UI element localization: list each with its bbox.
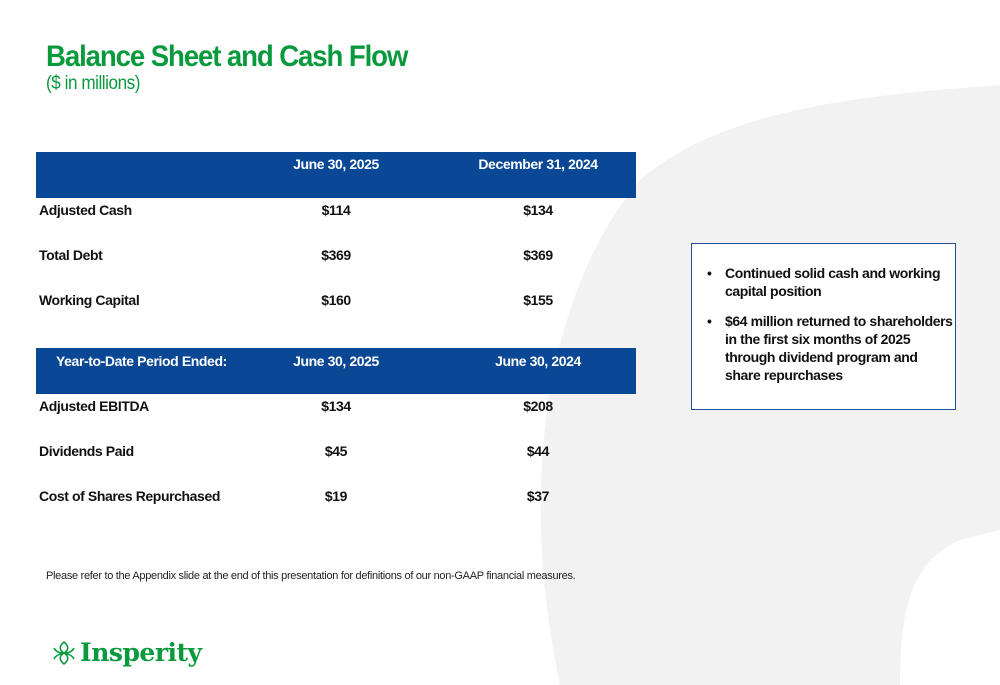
row-value: $160 [321, 292, 351, 308]
bullet-icon: • [707, 313, 712, 329]
balance-sheet-table [36, 152, 636, 333]
table-row [36, 198, 636, 243]
row-value: $208 [523, 398, 553, 414]
company-logo [52, 638, 202, 667]
page-title: Balance Sheet and Cash Flow [46, 40, 408, 73]
row-value: $44 [526, 443, 550, 459]
row-label: Working Capital [39, 292, 140, 308]
row-value: $134 [321, 398, 351, 414]
row-label: Adjusted EBITDA [39, 398, 149, 414]
row-label: Dividends Paid [39, 443, 134, 459]
header-cell: Year-to-Date Period Ended: [56, 353, 227, 369]
table-row [36, 243, 636, 288]
table-row [36, 288, 636, 333]
table-row [36, 484, 636, 529]
row-label: Adjusted Cash [39, 202, 132, 218]
highlight-item: • Continued solid cash and working capital position [707, 265, 941, 299]
row-value: $19 [324, 488, 348, 504]
highlights-box [691, 243, 956, 410]
row-label: Cost of Shares Repurchased [39, 488, 220, 504]
insperity-leaf-icon [52, 640, 76, 666]
table-row [36, 394, 636, 439]
page-subtitle: ($ in millions) [46, 73, 140, 94]
bullet-icon: • [707, 265, 712, 281]
cash-flow-table [36, 348, 636, 529]
row-value: $45 [324, 443, 348, 459]
table-row [36, 439, 636, 484]
footnote: Please refer to the Appendix slide at the end of this presentation for definitions of our non-GAAP financial measures. [46, 570, 576, 582]
row-value: $37 [526, 488, 550, 504]
header-cell: June 30, 2025 [293, 353, 379, 369]
logo-wordmark: Insperity [80, 638, 202, 667]
header-cell: June 30, 2024 [495, 353, 581, 369]
row-value: $134 [523, 202, 553, 218]
balance-sheet-header [36, 152, 636, 198]
row-value: $114 [321, 202, 351, 218]
header-cell: December 31, 2024 [478, 156, 598, 172]
row-value: $369 [523, 247, 553, 263]
header-cell: June 30, 2025 [293, 156, 379, 172]
cash-flow-header [36, 348, 636, 394]
highlight-item: • $64 million returned to shareholders in the first six months of 2025 through dividend program and share repurchases [707, 313, 953, 383]
row-value: $155 [523, 292, 553, 308]
row-value: $369 [321, 247, 351, 263]
row-label: Total Debt [39, 247, 103, 263]
